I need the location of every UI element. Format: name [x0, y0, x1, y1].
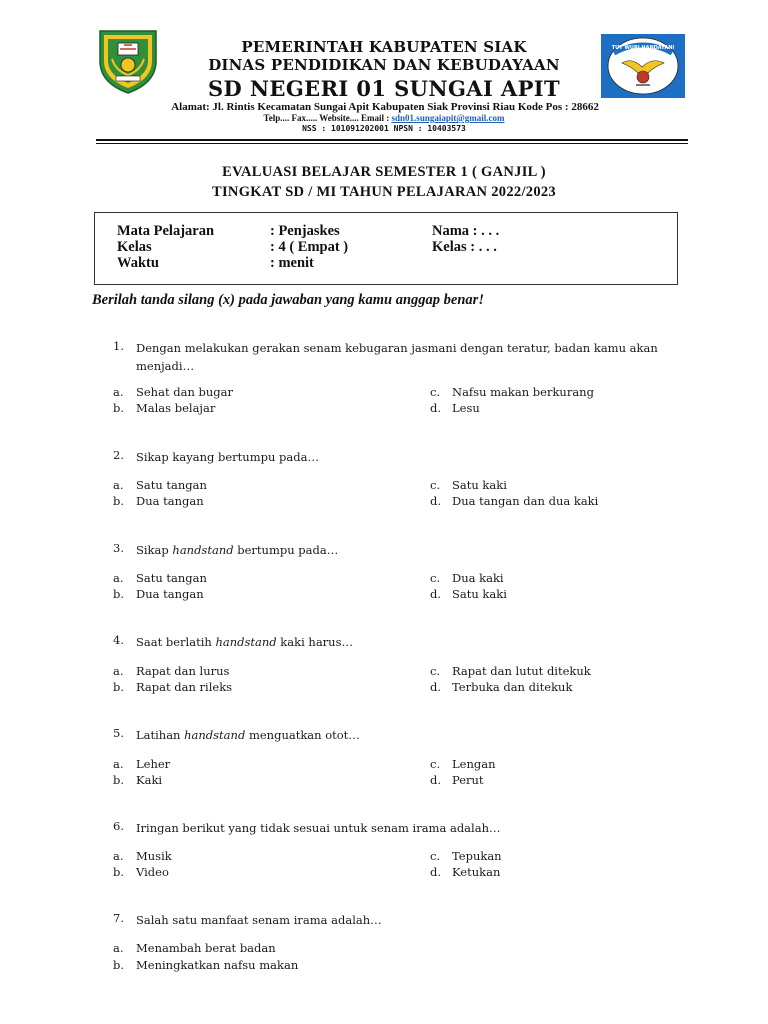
question-text: Iringan berikut yang tidak sesuai untuk senam irama adalah…	[136, 821, 501, 835]
option-letter-c: c.	[430, 664, 441, 678]
contact-line	[0, 113, 768, 123]
question-text-end: kaki harus…	[276, 635, 353, 649]
question-text	[136, 541, 676, 559]
option-b[interactable]: Dua tangan	[136, 494, 204, 508]
question-number: 6.	[113, 819, 124, 833]
question-text-end: menguatkan otot…	[245, 728, 360, 742]
option-c[interactable]: Dua kaki	[452, 571, 504, 585]
identity-box	[94, 212, 678, 285]
question-term: handstand	[172, 543, 234, 557]
option-d[interactable]: Dua tangan dan dua kaki	[452, 494, 599, 508]
question-text-start: Latihan	[136, 728, 185, 742]
question-term: handstand	[184, 728, 246, 742]
option-d[interactable]: Perut	[452, 773, 484, 787]
question-number: 2.	[113, 448, 124, 462]
option-a[interactable]: Menambah berat badan	[136, 941, 276, 955]
option-letter-d: d.	[430, 587, 442, 601]
government-header: PEMERINTAH KABUPATEN SIAK	[241, 38, 527, 56]
logo-motto-text: TUT WURI HANDAYANI	[611, 45, 675, 51]
exam-title: EVALUASI BELAJAR SEMESTER 1 ( GANJIL )	[222, 164, 546, 180]
option-letter-c: c.	[430, 571, 441, 585]
school-address: Alamat: Jl. Rintis Kecamatan Sungai Apit Kabupaten Siak Provinsi Riau Kode Pos : 28662	[171, 101, 599, 113]
question-text: Sikap kayang bertumpu pada…	[136, 450, 319, 464]
option-letter-b: b.	[113, 401, 125, 415]
option-a[interactable]: Rapat dan lurus	[136, 664, 230, 678]
question-number: 7.	[113, 911, 124, 925]
subject-value: : Penjaskes	[270, 223, 340, 239]
option-b[interactable]: Meningkatkan nafsu makan	[136, 958, 299, 972]
question-text-start: Saat berlatih	[136, 635, 216, 649]
option-a[interactable]: Leher	[136, 757, 171, 771]
option-letter-c: c.	[430, 478, 441, 492]
class-field[interactable]: Kelas : . . .	[432, 239, 497, 255]
option-letter-b: b.	[113, 958, 125, 972]
letterhead-rule-thick	[96, 139, 688, 141]
option-letter-a: a.	[113, 757, 124, 771]
question-text-start: Sikap	[136, 543, 173, 557]
option-c[interactable]: Satu kaki	[452, 478, 507, 492]
class-label: Kelas	[117, 239, 152, 255]
option-letter-a: a.	[113, 478, 124, 492]
instruction-text: Berilah tanda silang (x) pada jawaban yang kamu anggap benar!	[92, 292, 484, 308]
option-letter-c: c.	[430, 757, 441, 771]
option-letter-b: b.	[113, 865, 125, 879]
option-d[interactable]: Satu kaki	[452, 587, 507, 601]
option-letter-d: d.	[430, 865, 442, 879]
option-letter-c: c.	[430, 385, 441, 399]
option-letter-b: b.	[113, 773, 125, 787]
name-field[interactable]: Nama : . . .	[432, 223, 500, 239]
exam-subtitle: TINGKAT SD / MI TAHUN PELAJARAN 2022/2023	[212, 184, 556, 200]
option-a[interactable]: Satu tangan	[136, 478, 207, 492]
question-number: 1.	[113, 339, 124, 353]
option-c[interactable]: Tepukan	[452, 849, 502, 863]
subject-label: Mata Pelajaran	[117, 223, 215, 239]
option-letter-a: a.	[113, 941, 124, 955]
department-header: DINAS PENDIDIKAN DAN KEBUDAYAAN	[208, 56, 560, 74]
option-letter-d: d.	[430, 680, 442, 694]
option-letter-b: b.	[113, 680, 125, 694]
option-a[interactable]: Musik	[136, 849, 172, 863]
question-text	[136, 726, 676, 744]
option-b[interactable]: Kaki	[136, 773, 163, 787]
question-text: Dengan melakukan gerakan senam kebugaran jasmani dengan teratur, badan kamu akan menjadi…	[136, 341, 658, 373]
class-value: : 4 ( Empat )	[270, 239, 349, 255]
option-a[interactable]: Satu tangan	[136, 571, 207, 585]
option-c[interactable]: Rapat dan lutut ditekuk	[452, 664, 591, 678]
letterhead-rule-thin	[96, 143, 688, 144]
time-value: : menit	[270, 255, 314, 271]
school-name: SD NEGERI 01 SUNGAI APIT	[207, 76, 561, 101]
option-letter-a: a.	[113, 664, 124, 678]
option-letter-a: a.	[113, 385, 124, 399]
option-letter-d: d.	[430, 773, 442, 787]
option-b[interactable]: Rapat dan rileks	[136, 680, 233, 694]
option-d[interactable]: Lesu	[452, 401, 480, 415]
nss-npsn: NSS : 101091202001 NPSN : 10403573	[302, 124, 466, 133]
question-term: handstand	[215, 635, 277, 649]
option-b[interactable]: Malas belajar	[136, 401, 216, 415]
option-a[interactable]: Sehat dan bugar	[136, 385, 233, 399]
option-c[interactable]: Lengan	[452, 757, 496, 771]
question-text	[136, 633, 676, 651]
question-number: 5.	[113, 726, 124, 740]
option-letter-a: a.	[113, 571, 124, 585]
option-d[interactable]: Ketukan	[452, 865, 501, 879]
option-letter-b: b.	[113, 587, 125, 601]
option-letter-b: b.	[113, 494, 125, 508]
option-letter-c: c.	[430, 849, 441, 863]
option-letter-a: a.	[113, 849, 124, 863]
question-number: 3.	[113, 541, 124, 555]
email-link[interactable]: sdn01.sungaiapit@gmail.com	[391, 113, 505, 123]
time-label: Waktu	[117, 255, 159, 271]
option-c[interactable]: Nafsu makan berkurang	[452, 385, 594, 399]
option-d[interactable]: Terbuka dan ditekuk	[452, 680, 573, 694]
contact-info: Telp.... Fax..... Website.... Email :	[263, 113, 392, 123]
question-text-end: bertumpu pada…	[233, 543, 339, 557]
question-number: 4.	[113, 633, 124, 647]
option-b[interactable]: Video	[136, 865, 169, 879]
option-letter-d: d.	[430, 494, 442, 508]
option-b[interactable]: Dua tangan	[136, 587, 204, 601]
option-letter-d: d.	[430, 401, 442, 415]
question-text: Salah satu manfaat senam irama adalah…	[136, 913, 382, 927]
